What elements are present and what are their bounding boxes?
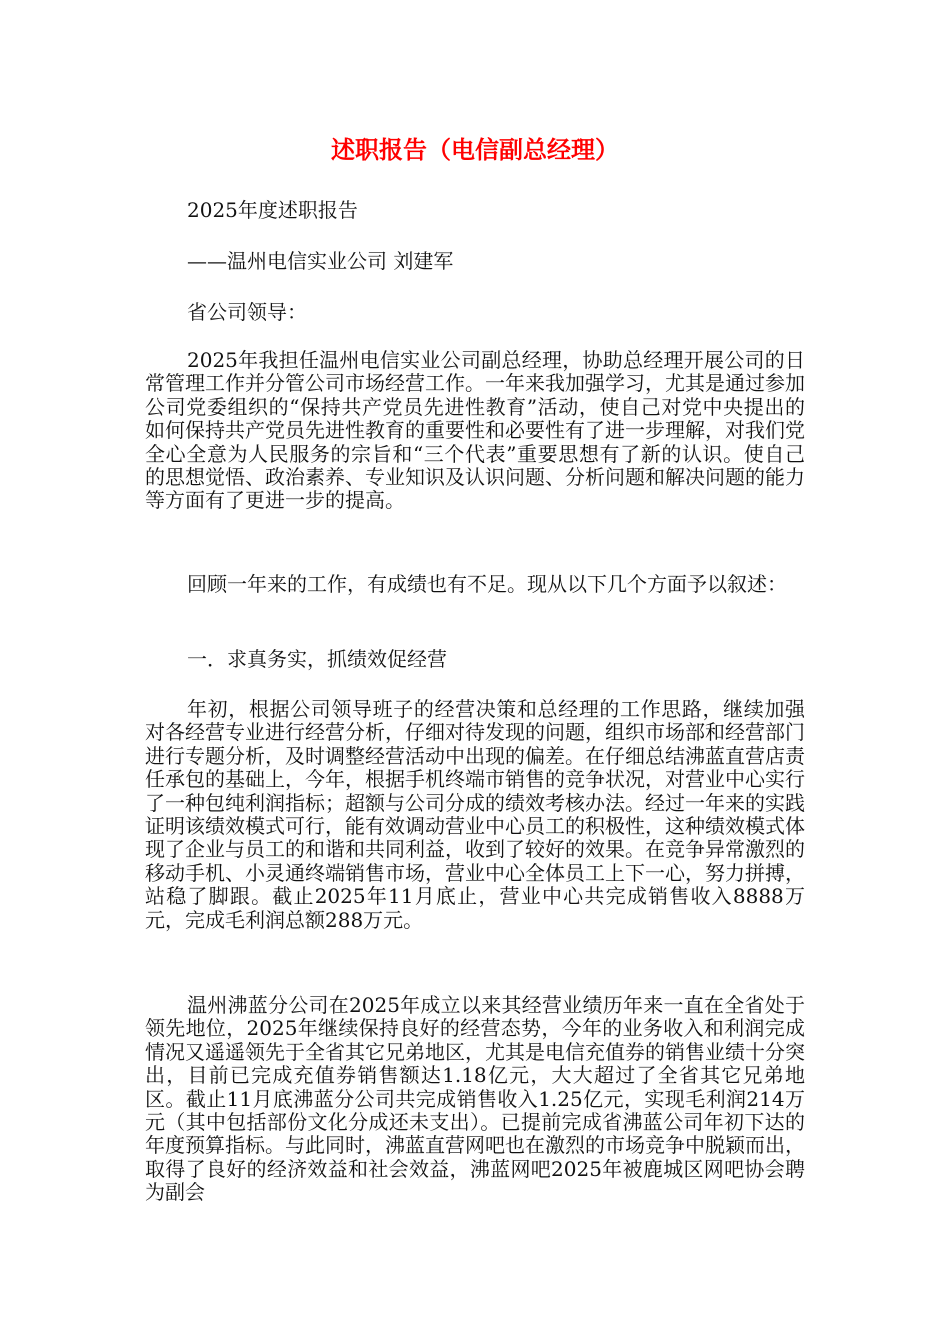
paragraph-salutation: 省公司领导： (187, 300, 307, 324)
section-heading-1: 一．求真务实，抓绩效促经营 (187, 647, 447, 671)
paragraph-report-year: 2025年度述职报告 (187, 198, 358, 222)
paragraph-intro: 2025年我担任温州电信实业公司副总经理，协助总经理开展公司的日常管理工作并分管公司市场经营工作。一年来我加强学习，尤其是通过参加公司党委组织的“保持共产党员先进性教育”活动，使自己对党中央提出的如何保持共产党员先进性教育的重要性和必要性有了进一步理解，对我们党全心全意为人民服务的宗旨和“三个代表”重要思想有了新的认识。使自己的思想觉悟、政治素养、专业知识及认识问题、分析问题和解决问题的能力等方面有了更进一步的提高。 (145, 348, 805, 513)
paragraph-feilan-branch: 温州沸蓝分公司在2025年成立以来其经营业绩历年来一直在全省处于领先地位，2025年继续保持良好的经营态势，今年的业务收入和利润完成情况又遥遥领先于全省其它兄弟地区，尤其是电信充值券的销售业绩十分突出，目前已完成充值券销售额达1.18亿元，大大超过了全省其它兄弟地区。截止11月底沸蓝分公司共完成销售收入1.25亿元，实现毛利润214万元（其中包括部份文化分成还未支出）。已提前完成省沸蓝公司年初下达的年度预算指标。与此同时，沸蓝直营网吧也在激烈的市场竞争中脱颖而出，取得了良好的经济效益和社会效益，沸蓝网吧2025年被鹿城区网吧协会聘为副会 (145, 993, 805, 1205)
paragraph-author: ——温州电信实业公司 刘建军 (187, 249, 454, 273)
paragraph-review: 回顾一年来的工作，有成绩也有不足。现从以下几个方面予以叙述： (187, 572, 787, 596)
paragraph-business-center: 年初，根据公司领导班子的经营决策和总经理的工作思路，继续加强对各经营专业进行经营分析，仔细对待发现的问题，组织市场部和经营部门进行专题分析，及时调整经营活动中出现的偏差。在仔细总结沸蓝直营店责任承包的基础上，今年，根据手机终端市销售的竞争状况，对营业中心实行了一种包纯利润指标；超额与公司分成的绩效考核办法。经过一年来的实践证明该绩效模式可行，能有效调动营业中心员工的积极性，这种绩效模式体现了企业与员工的和谐和共同利益，收到了较好的效果。在竞争异常激烈的移动手机、小灵通终端销售市场，营业中心全体员工上下一心，努力拼搏，站稳了脚跟。截止2025年11月底止，营业中心共完成销售收入8888万元，完成毛利润总额288万元。 (145, 697, 805, 932)
document-title: 述职报告（电信副总经理） (331, 136, 619, 164)
